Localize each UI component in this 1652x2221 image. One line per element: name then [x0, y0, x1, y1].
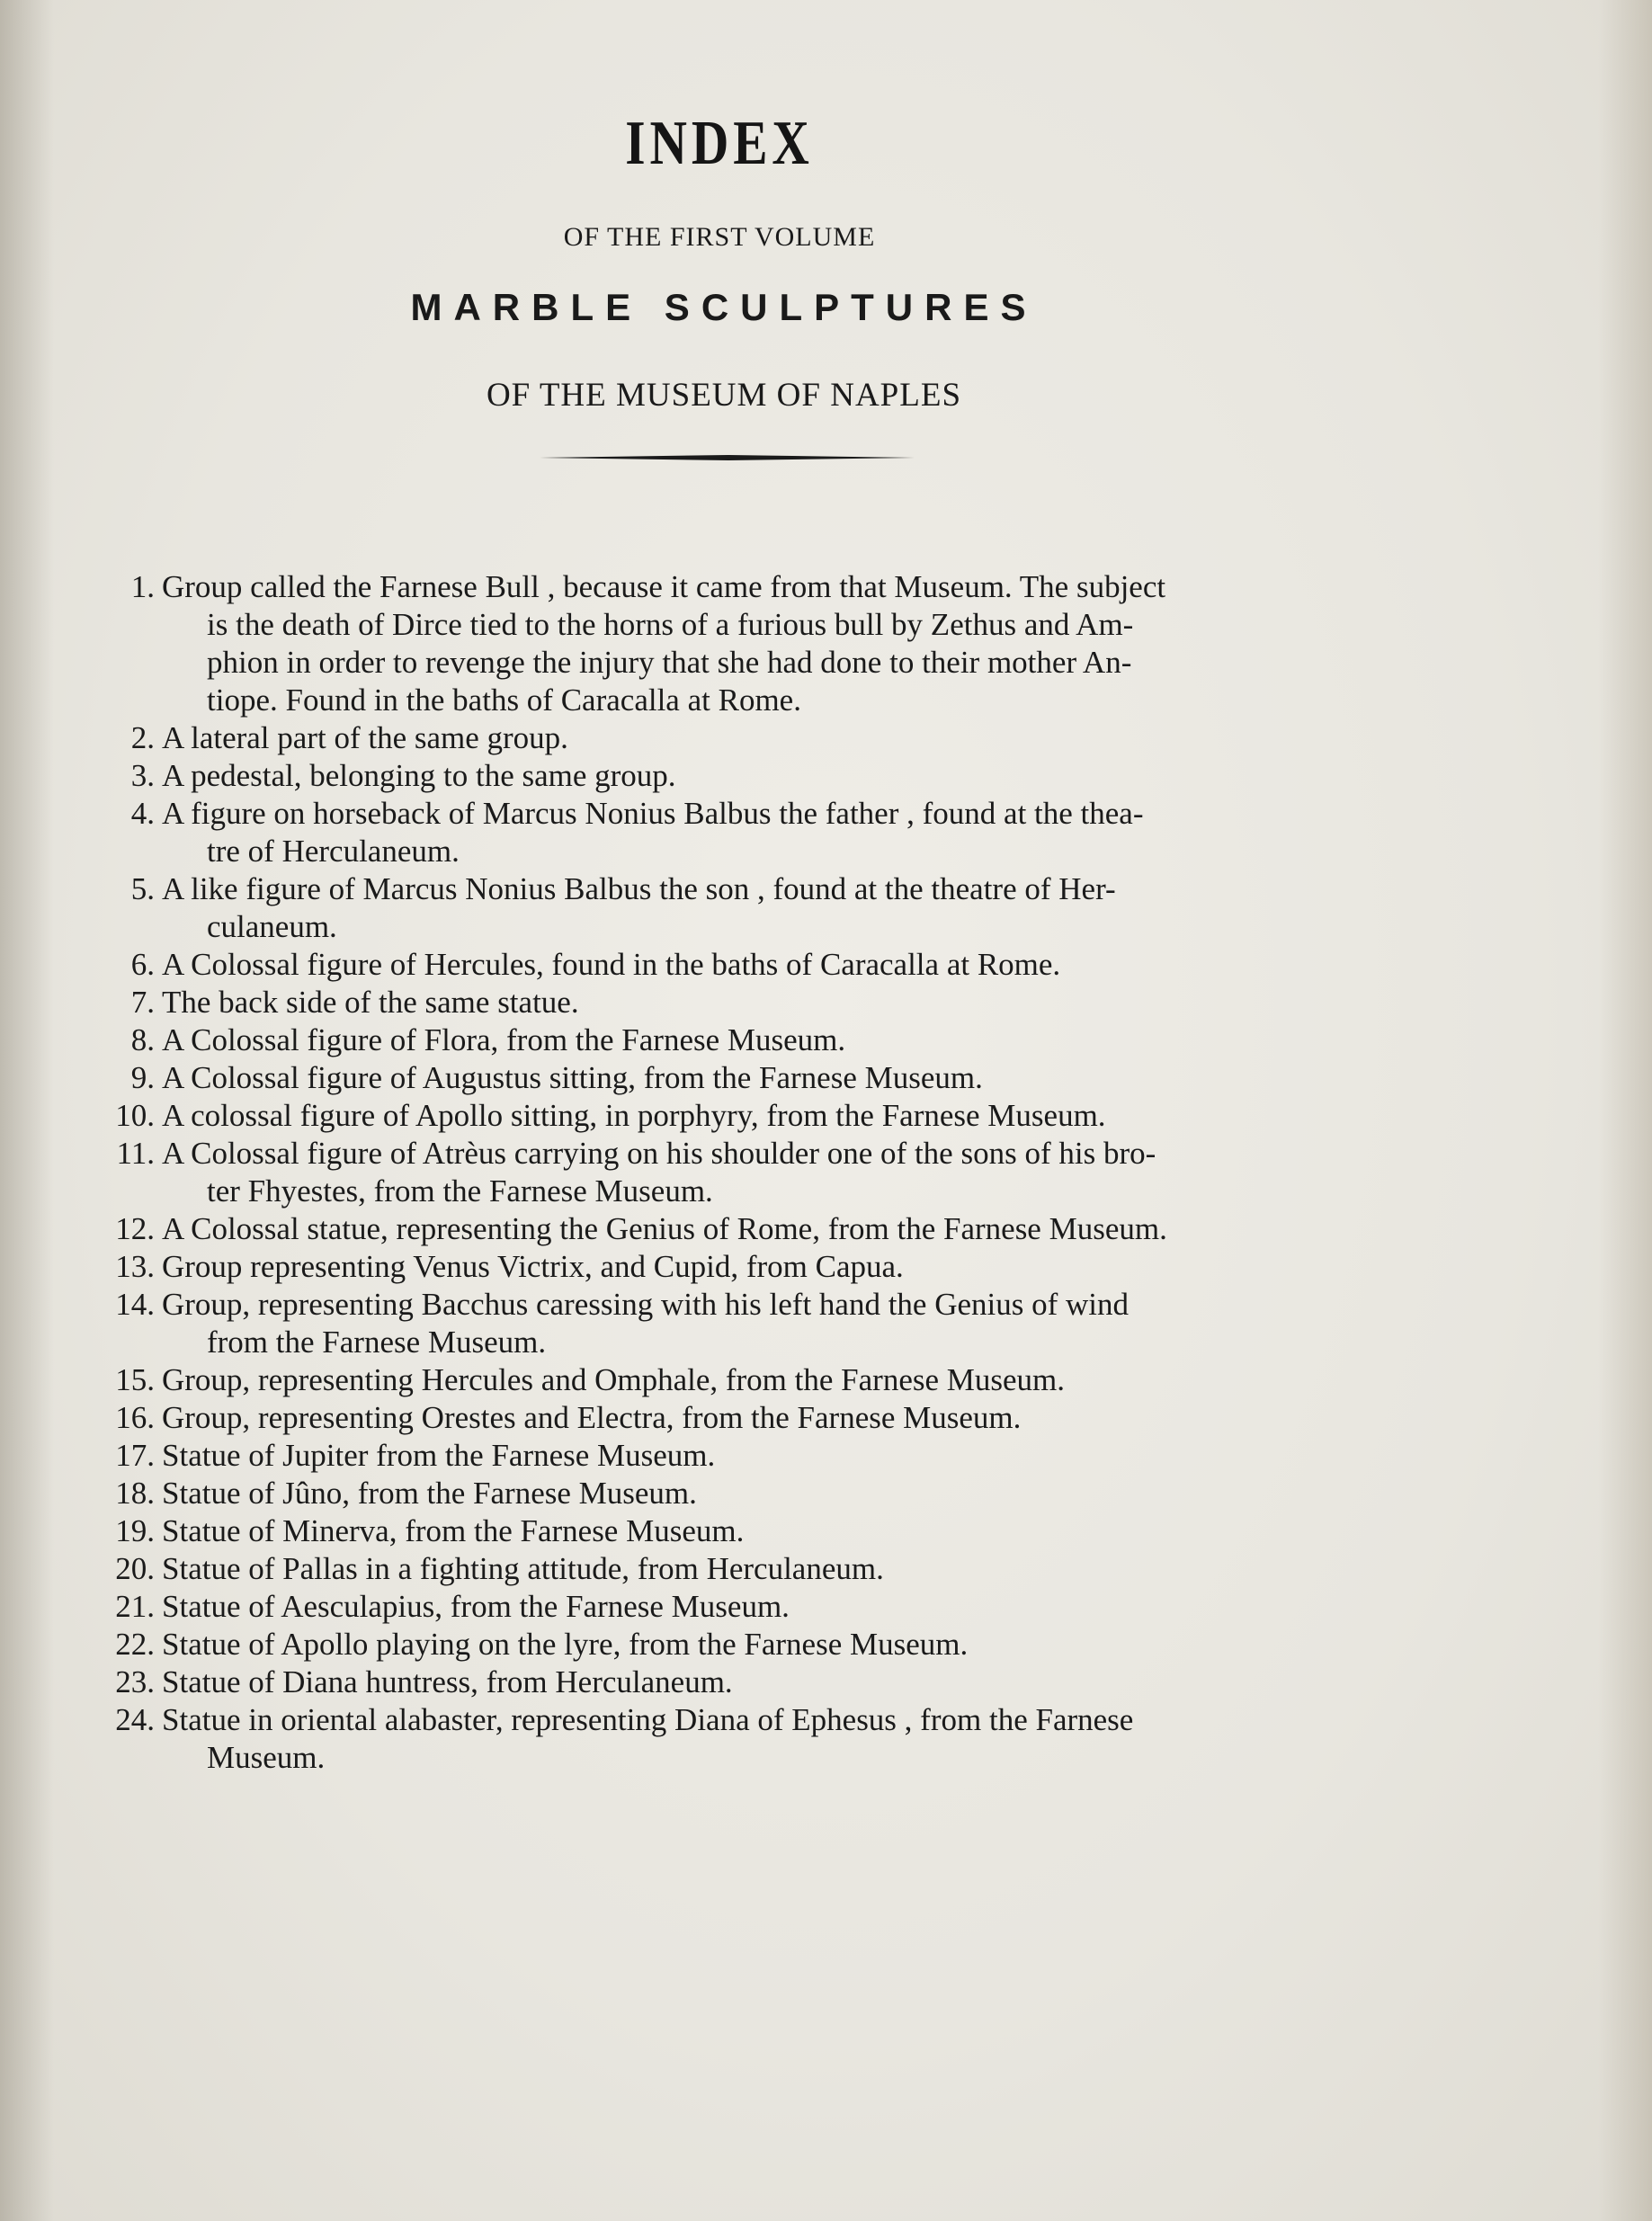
entry-text-line: A lateral part of the same group.	[162, 720, 568, 755]
index-entry	[90, 984, 1385, 1021]
entry-number: 11.	[116, 1136, 155, 1171]
entry-text-line: Group, representing Bacchus caressing with his left hand the Genius of wind	[162, 1287, 1130, 1322]
entry-text-line: Statue of Jûno, from the Farnese Museum.	[162, 1476, 697, 1511]
page-title: INDEX	[625, 109, 814, 178]
index-entry	[90, 1248, 1385, 1286]
entry-number: 5.	[130, 871, 155, 906]
entry-number: 21.	[115, 1589, 155, 1624]
entry-text-line: Group representing Venus Victrix, and Cupid, from Capua.	[162, 1249, 904, 1284]
index-entry	[90, 1135, 1385, 1210]
index-entry	[90, 1701, 1385, 1777]
entry-text-line: A Colossal figure of Atrèus carrying on his shoulder one of the sons of his bro-	[162, 1136, 1156, 1171]
entry-number: 9.	[130, 1060, 155, 1095]
entry-number: 15.	[115, 1362, 155, 1397]
entry-text-line: culaneum.	[207, 909, 337, 944]
entry-number: 7.	[130, 985, 155, 1020]
index-entry	[90, 1399, 1385, 1437]
entry-number: 10.	[115, 1098, 155, 1133]
entry-number: 24.	[115, 1702, 155, 1737]
entry-text-line: Statue of Diana huntress, from Herculaneum.	[162, 1664, 733, 1699]
entry-text-line: Statue of Aesculapius, from the Farnese Museum.	[162, 1589, 790, 1624]
index-entry	[90, 1021, 1385, 1059]
entry-text-line: A Colossal figure of Augustus sitting, from the Farnese Museum.	[162, 1060, 983, 1095]
entry-text-line: Statue of Minerva, from the Farnese Museum.	[162, 1513, 745, 1548]
volume-subtitle: OF THE FIRST VOLUME	[563, 222, 876, 252]
entry-text-line: A Colossal figure of Flora, from the Farnese Museum.	[162, 1022, 846, 1057]
entry-number: 2.	[130, 720, 155, 755]
index-entry	[90, 1097, 1385, 1135]
entry-number: 16.	[115, 1400, 155, 1435]
entry-number: 18.	[115, 1476, 155, 1511]
spine-shadow	[0, 0, 54, 2221]
entry-number: 19.	[115, 1513, 155, 1548]
entry-number: 13.	[115, 1249, 155, 1284]
entry-text-line: Group, representing Orestes and Electra, from the Farnese Museum.	[162, 1400, 1022, 1435]
index-entry	[90, 946, 1385, 984]
index-list	[90, 568, 1385, 1777]
index-entry	[90, 1512, 1385, 1550]
entry-text-line: The back side of the same statue.	[162, 985, 579, 1020]
entry-number: 12.	[115, 1211, 155, 1246]
index-entry	[90, 719, 1385, 757]
page-edge-shading	[1598, 0, 1652, 2221]
index-entry	[90, 1210, 1385, 1248]
entry-text-line: Group called the Farnese Bull , because it came from that Museum. The subject	[162, 569, 1166, 604]
entry-text-line: Statue of Apollo playing on the lyre, from the Farnese Museum.	[162, 1627, 969, 1662]
entry-number: 22.	[115, 1627, 155, 1662]
index-entry	[90, 568, 1385, 719]
entry-text-line: A colossal figure of Apollo sitting, in porphyry, from the Farnese Museum.	[162, 1098, 1106, 1133]
entry-text-line: Museum.	[207, 1740, 326, 1775]
index-entry	[90, 757, 1385, 795]
entry-text-line: tiope. Found in the baths of Caracalla at Rome.	[207, 682, 801, 718]
entry-text-line: ter Fhyestes, from the Farnese Museum.	[207, 1173, 713, 1209]
entry-text-line: Group, representing Hercules and Omphale, from the Farnese Museum.	[162, 1362, 1066, 1397]
decorative-rule	[540, 454, 917, 459]
place-subtitle: OF THE MUSEUM OF NAPLES	[486, 377, 962, 414]
index-entry	[90, 1286, 1385, 1361]
entry-text-line: A pedestal, belonging to the same group.	[162, 758, 676, 793]
entry-text-line: Statue of Jupiter from the Farnese Museum.	[162, 1438, 716, 1473]
index-entry	[90, 1361, 1385, 1399]
index-entry	[90, 1626, 1385, 1664]
entry-number: 14.	[115, 1287, 155, 1322]
index-entry	[90, 1059, 1385, 1097]
entry-text-line: A like figure of Marcus Nonius Balbus the son , found at the theatre of Her-	[162, 871, 1116, 906]
index-entry	[90, 795, 1385, 870]
index-entry	[90, 870, 1385, 946]
entry-number: 17.	[115, 1438, 155, 1473]
entry-text-line: Statue of Pallas in a fighting attitude, from Herculaneum.	[162, 1551, 884, 1586]
entry-number: 6.	[130, 947, 155, 982]
topic-subtitle: MARBLE SCULPTURES	[410, 286, 1038, 328]
index-entry	[90, 1588, 1385, 1626]
entry-number: 3.	[130, 758, 155, 793]
entry-number: 4.	[130, 796, 155, 831]
entry-text-line: A figure on horseback of Marcus Nonius Balbus the father , found at the thea-	[162, 796, 1144, 831]
index-entry	[90, 1664, 1385, 1701]
index-entry	[90, 1550, 1385, 1588]
index-entry	[90, 1437, 1385, 1475]
entry-text-line: phion in order to revenge the injury that she had done to their mother An-	[207, 645, 1132, 680]
entry-text-line: A Colossal figure of Hercules, found in the baths of Caracalla at Rome.	[162, 947, 1061, 982]
entry-number: 1.	[130, 569, 155, 604]
entry-text-line: Statue in oriental alabaster, representing Diana of Ephesus , from the Farnese	[162, 1702, 1134, 1737]
entry-number: 23.	[115, 1664, 155, 1699]
entry-text-line: A Colossal statue, representing the Genius of Rome, from the Farnese Museum.	[162, 1211, 1167, 1246]
entry-text-line: is the death of Dirce tied to the horns of a furious bull by Zethus and Am-	[207, 607, 1134, 642]
entry-number: 8.	[130, 1022, 155, 1057]
entry-number: 20.	[115, 1551, 155, 1586]
entry-text-line: from the Farnese Museum.	[207, 1325, 547, 1360]
entry-text-line: tre of Herculaneum.	[207, 834, 460, 869]
index-entry	[90, 1475, 1385, 1512]
